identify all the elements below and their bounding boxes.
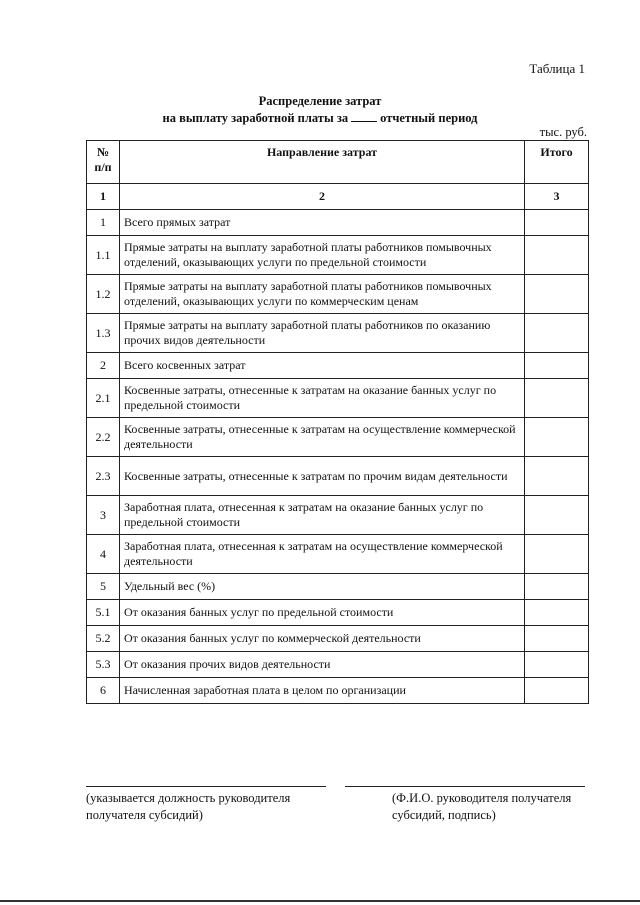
row-direction: От оказания банных услуг по коммерческой деятельности <box>120 626 525 652</box>
header-row <box>87 141 589 184</box>
table-row <box>87 236 589 275</box>
table-row <box>87 652 589 678</box>
row-number: 1.3 <box>87 314 120 353</box>
table-row <box>87 314 589 353</box>
column-number-3: 3 <box>525 184 589 210</box>
row-direction: Прямые затраты на выплату заработной платы работников помывочных отделений, оказывающих услуги по предельной стоимости <box>120 236 525 275</box>
row-total-cell <box>525 600 589 626</box>
table-row <box>87 379 589 418</box>
row-total-cell <box>525 678 589 704</box>
table-title <box>0 93 640 127</box>
row-total-cell <box>525 236 589 275</box>
row-number: 5 <box>87 574 120 600</box>
row-direction: От оказания банных услуг по предельной стоимости <box>120 600 525 626</box>
table-label: Таблица 1 <box>529 61 585 76</box>
title-line-1: Распределение затрат <box>258 94 382 108</box>
row-direction: Всего косвенных затрат <box>120 353 525 379</box>
table-row <box>87 496 589 535</box>
row-direction: Заработная плата, отнесенная к затратам на оказание банных услуг по предельной стоимости <box>120 496 525 535</box>
row-total-cell <box>525 418 589 457</box>
header-total: Итого <box>525 141 589 184</box>
signature-right-caption: (Ф.И.О. руководителя получателя субсидий, подпись) <box>392 791 572 822</box>
table-row <box>87 275 589 314</box>
row-total-cell <box>525 496 589 535</box>
row-direction: Начисленная заработная плата в целом по организации <box>120 678 525 704</box>
row-number: 1 <box>87 210 120 236</box>
signature-line-left <box>86 786 326 787</box>
units-label: тыс. руб. <box>539 125 587 139</box>
row-number: 2.3 <box>87 457 120 496</box>
row-direction: Косвенные затраты, отнесенные к затратам на осуществление коммерческой деятельности <box>120 418 525 457</box>
row-direction: Прямые затраты на выплату заработной платы работников по оказанию прочих видов деятельности <box>120 314 525 353</box>
row-direction: Косвенные затраты, отнесенные к затратам по прочим видам деятельности <box>120 457 525 496</box>
table-row <box>87 210 589 236</box>
period-blank <box>351 111 377 122</box>
signature-left-caption: (указывается должность руководителя получателя субсидий) <box>86 791 291 822</box>
cost-distribution-table <box>86 140 589 704</box>
row-number: 2.1 <box>87 379 120 418</box>
header-num: № п/п <box>87 141 120 184</box>
table-row <box>87 600 589 626</box>
row-number: 1.2 <box>87 275 120 314</box>
row-total-cell <box>525 535 589 574</box>
row-number: 5.1 <box>87 600 120 626</box>
row-direction: Косвенные затраты, отнесенные к затратам на оказание банных услуг по предельной стоимости <box>120 379 525 418</box>
row-total-cell <box>525 314 589 353</box>
row-total-cell <box>525 210 589 236</box>
column-number-1: 1 <box>87 184 120 210</box>
table-row <box>87 418 589 457</box>
row-number: 2 <box>87 353 120 379</box>
column-number-row <box>87 184 589 210</box>
row-total-cell <box>525 574 589 600</box>
table-row <box>87 535 589 574</box>
row-total-cell <box>525 457 589 496</box>
table-row <box>87 678 589 704</box>
row-number: 3 <box>87 496 120 535</box>
header-direction: Направление затрат <box>120 141 525 184</box>
row-direction: Заработная плата, отнесенная к затратам на осуществление коммерческой деятельности <box>120 535 525 574</box>
title-line-2-start: на выплату заработной платы за <box>162 111 349 125</box>
row-direction: Удельный вес (%) <box>120 574 525 600</box>
row-number: 5.3 <box>87 652 120 678</box>
signature-left <box>86 786 326 824</box>
row-total-cell <box>525 353 589 379</box>
table-row <box>87 457 589 496</box>
signature-line-right <box>345 786 585 787</box>
row-total-cell <box>525 379 589 418</box>
row-number: 4 <box>87 535 120 574</box>
row-total-cell <box>525 652 589 678</box>
table-row <box>87 626 589 652</box>
signature-right <box>345 786 585 824</box>
column-number-2: 2 <box>120 184 525 210</box>
row-direction: Всего прямых затрат <box>120 210 525 236</box>
row-direction: От оказания прочих видов деятельности <box>120 652 525 678</box>
row-total-cell <box>525 275 589 314</box>
table-row <box>87 353 589 379</box>
page-bottom-rule <box>0 900 640 902</box>
row-number: 1.1 <box>87 236 120 275</box>
row-total-cell <box>525 626 589 652</box>
row-direction: Прямые затраты на выплату заработной платы работников помывочных отделений, оказывающих услуги по коммерческим ценам <box>120 275 525 314</box>
row-number: 5.2 <box>87 626 120 652</box>
table-row <box>87 574 589 600</box>
row-number: 2.2 <box>87 418 120 457</box>
row-number: 6 <box>87 678 120 704</box>
title-line-2-end: отчетный период <box>380 111 478 125</box>
